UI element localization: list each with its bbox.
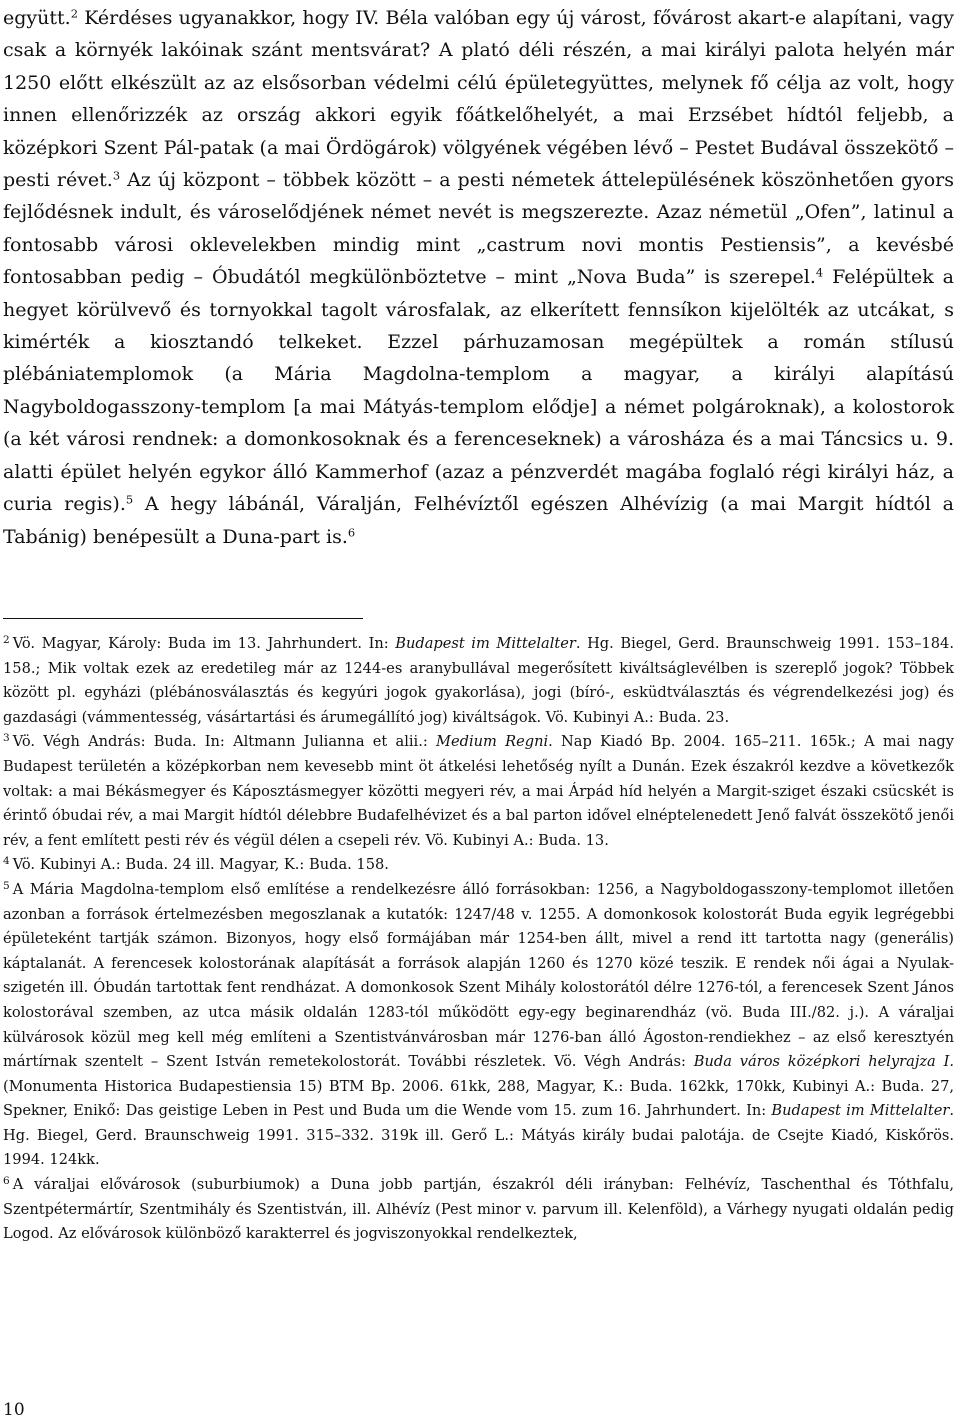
footnote-ref-4[interactable]: 4 [815, 265, 824, 280]
footnote-4: $^4$ Vö. Kubinyi A.: Buda. 24 ill. Magyar, K.: Buda. 158. [3, 855, 389, 874]
footnote-ref-3[interactable]: 3 [112, 168, 121, 183]
footnote-5: $^5$ A Mária Magdolna-templom első említése a rendelkezésre álló forrásokban: 1256, a Nagyboldogasszony-templomot illetően azonban a források értelmezésben megoszlanak a kutatók: 1247/48 v. 1255. A domonkosok kolostorát Buda egyik legrégebbi épületeként tartják számon. Bizonyos, hogy első formájában már 1254-ben állt, mivel a rend itt tartotta nagy (generális) káptalanát. A ferencesek kolostorának alapítását a források alapján 1260 és 1270 közé teszik. E rendek női ágai a Nyulak-szigetén ill. Óbudán tartottak fent rendházat. A domonkosok Szent Mihály kolostorától délre 1276-tól, a ferencesek Szent János kolostorával szemben, az utca másik oldalán 1283-tól működött egy-egy beginarendház (vö. Buda III./82. j.). A váraljai külvárosok közül meg kell még említeni a Szentistvánvárosban már 1276-ban álló Ágoston-rendiekhez – az első keresztyén mártírnak szentelt – Szent István remetekolostorát. További részletek. Vö. Végh András: Buda város középkori helyrajza I. (Monumenta Historica Budapestiensia 15) BTM Bp. 2006. 61kk, 288, Magyar, K.: Buda. 162kk, 170kk, Kubinyi A.: Buda. 27, Spekner, Enikő: Das geistige Leben in Pest und Buda um die Wende vom 15. zum 16. Jahrhundert. In: Budapest im Mittelalter. Hg. Biegel, Gerd. Braunschweig 1991. 315–332. 319k ill. Gerő L.: Mátyás király budai palotája. de Csejte Kiadó, Kiskőrös. 1994. 124kk. [3, 879, 954, 1169]
footnote-2: $^2$ Vö. Magyar, Károly: Buda im 13. Jahrhundert. In: Budapest im Mittelalter. Hg. Biegel, Gerd. Braunschweig 1991. 153–184. 158.; Mik voltak ezek az eredetileg már az 1244-es aranybullával megerősített kiváltságlevélben is szereplő jogok? Többek között pl. egyházi (plébánosválasztás és kegyúri jogok gyakorlása), jogi (bíró-, esküdtválasztás és végrendelkezési jog) és gazdasági (vámmentesség, vásártartási és árumegállító jog) kiváltságok. Vö. Kubinyi A.: Buda. 23. [3, 633, 954, 726]
footnote-number: 3 [3, 732, 10, 745]
footnote-3: $^3$ Vö. Végh András: Buda. In: Altmann Julianna et alii.: Medium Regni. Nap Kiadó Bp. 2004. 165–211. 165k.; A mai nagy Budapest területén a középkorban nem kevesebb mint öt átkelési lehetőség nyílt a Dunán. Ezek északról kezdve a következők voltak: a mai Békásmegyer és Káposztásmegyer közötti megyeri rév, a mai Árpád híd helyén a Margit-sziget északi csücskét is érintő óbudai rév, a mai Margit hídtól délebbre Budafelhévizet és a bal parton idővel elnéptelenedett Jenő falvát összekötő jenői rév, a fent említett pesti rév és végül délen a csepeli rév. Vö. Kubinyi A.: Buda. 13. [3, 732, 954, 849]
footnote-separator [3, 618, 363, 619]
page-number: 10 [3, 1400, 25, 1420]
footnote-ref-6[interactable]: 6 [347, 525, 356, 540]
footnote-number: 6 [3, 1174, 10, 1187]
footnote-number: 4 [3, 855, 10, 868]
footnotes [3, 632, 954, 1247]
footnote-ref-2[interactable]: 2 [70, 6, 78, 21]
footnote-number: 5 [3, 879, 10, 892]
footnote-number: 2 [3, 633, 10, 646]
footnote-ref-5[interactable]: 5 [125, 492, 134, 507]
body-paragraph: együtt.$^2$ Kérdéses ugyanakkor, hogy IV. Béla valóban egy új várost, fővárost akart-e alapítani, vagy csak a környék lakóinak szánt mentsvárat? A plató déli részén, a mai királyi palota helyén már 1250 előtt elkészült az az elsősorban védelmi célú épületegyüttes, melynek fő célja az volt, hogy innen ellenőrizzék az ország akkori egyik főátkelőhelyét, a mai Erzsébet hídtól feljebb, a középkori Szent Pál-patak (a mai Ördögárok) völgyének végében lévő – Pestet Budával összekötő – pesti révet.$^3$ Az új központ – többek között – a pesti németek áttelepülésének köszönhetően gyors fejlődésnek indult, és városelődjének német nevét is megszerezte. Azaz németül „Ofen”, latinul a fontosabb városi oklevelekben mindig mint „castrum novi montis Pestiensis”, a kevésbé fontosabban pedig – Óbudától megkülönböztetve – mint „Nova Buda” is szerepel.$^4$ Felépültek a hegyet körülvevő és tornyokkal tagolt városfalak, az elkerített fennsíkon kijelölték az utcákat, s kimérték a kiosztandó telkeket. Ezzel párhuzamosan megépültek a román stílusú plébániatemplomok (a Mária Magdolna-templom a magyar, a királyi alapítású Nagyboldogasszony-templom [a mai Mátyás-templom elődje] a német polgároknak), a kolostorok (a két városi rendnek: a domonkosoknak és a ferenceseknek) a városháza és a mai Táncsics u. 9. alatti épület helyén egykor álló Kammerhof (azaz a pénzverdét magába foglaló régi királyi ház, a curia regis).$^5$ A hegy lábánál, Váralján, Felhévíztől egészen Alhévízig (a mai Margit hídtól a Tabánig) benépesült a Duna-part is.$^6$ [3, 6, 955, 548]
main-text [3, 2, 954, 553]
footnote-6: $^6$ A váraljai elővárosok (suburbiumok) a Duna jobb partján, északról déli irányban: Felhévíz, Taschenthal és Tóthfalu, Szentpétermártír, Szentmihály és Szentistván, ill. Alhévíz (Pest minor v. parvum ill. Kelenföld), a Várhegy nyugati oldalán pedig Logod. Az elővárosok különböző karakterrel és jogviszonyokkal rendelkeztek, [3, 1174, 954, 1243]
